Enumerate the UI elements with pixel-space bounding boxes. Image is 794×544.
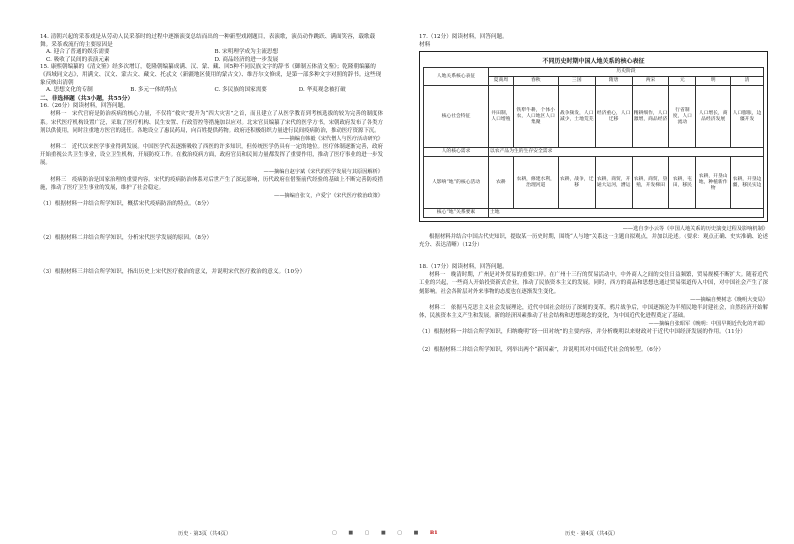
q18-material-2-source: ——摘编自张昭军《晚明：中国早期近代化的开端》: [648, 321, 768, 328]
q15-option-b: B. 多元一体的特点: [130, 87, 178, 94]
row-label: 人的核心需求: [424, 148, 489, 157]
q17-question: 根据材料并结合中国古代史知识，提取某一历史时期，围绕“人与地”关系这一主题自拟观点，并加以论述。（要求：观点正确、史实准确、论述充分、表达清晰）（12分）: [419, 234, 768, 249]
table-row: [424, 148, 764, 157]
q16-material-3: 材料三 疫病防治是国家治理的重要内容。宋代的疫病防治体系对后世产生了深远影响，历代政府在借鉴前代经验的基础上不断完善防疫措施，推动了医疗卫生事业的发展，维护了社会稳定。: [40, 176, 383, 191]
table-row: [424, 157, 764, 209]
table-cell: 行省制度，人口流动: [669, 86, 696, 148]
q14-option-a: A. 迎合了普通的娱乐需要: [46, 49, 110, 56]
q16-material-2: 材料二 近代以来医学事业得到发展。中国医学代表逐渐吸收了西医的许多知识，但传统医学仍具有一定的地位。医疗体制逐渐完善，政府开始重视公共卫生事业，设立卫生机构，开展防疫工作。在救治疫病方面，政府官员和民间力量都发挥了重要作用，推动了医疗事业的进一步发展。: [40, 143, 383, 167]
period-cell: 元: [669, 77, 696, 86]
q17-table-title: 不同历史时期中国人地关系的核心表征: [542, 58, 645, 66]
q15-option-a: A. 思想文化的专制: [46, 87, 93, 94]
q14-option-c: C. 吸收了民间的表演元素: [46, 56, 110, 63]
answer-space: [419, 336, 768, 346]
table-cell: 农耕，开垦边疆，移民实边: [731, 157, 764, 209]
section-heading: 二、非选择题（共3小题，共55分）: [40, 95, 134, 102]
table-row: [424, 209, 764, 218]
period-cell: 夏商周: [489, 77, 514, 86]
q15-options: [40, 87, 383, 95]
q17-table-source: ——选自李小云等《中国人地关系的历史演变过程及影响机制》: [622, 226, 768, 233]
period-cell: 三国: [558, 77, 595, 86]
q18-material-1-source: ——摘编自樊树志《晚明大变局》: [690, 296, 768, 303]
row-label: 人影响“地”的核心活动: [424, 157, 489, 209]
page-footer-left: 历史 · 第3页（共4页）: [178, 531, 232, 537]
row-label: 核心社会特征: [424, 86, 489, 148]
b1-mark: B1: [429, 530, 438, 536]
q14-stem: 14. 清朝兴起的采茶戏是从劳动人民采茶时的过程中逐渐演变总结而出的一种新型戏剧题目，表演歌，演员动作跳跃、满面笑容，载歌载舞。采茶戏流行的主要原因是: [40, 34, 376, 48]
marks-glyphs: ▢ ■ ▢ ■ ▢ ■: [332, 530, 424, 536]
q18-sub-2: （2）根据材料二并结合所学知识，列举出两个“新因素”，并说明其对中国近代社会的转型。（6分）: [419, 347, 664, 354]
q16-material-2-source: ——摘编自赵宇斌《宋代的医学发展与其原因解析》: [263, 168, 383, 175]
table-cell: 农耕，开垦山地，种植新作物: [696, 157, 731, 209]
period-cell: 隋唐: [595, 77, 632, 86]
q16-material-1: 材料一 宋代官府是防治疾病的核心力量，不仅将“救灾”提升为“四大灾害”之首，而且建立了从医学教育到考核选拔的较为完善的制度体系。宋代医疗机构设置广泛，采取了医疗机构、民生安置、行政管控等措施加以应对。北宋官员编纂了宋代的医学方书，宋朝政府发布了各类方剂以供使用，同时注重地方医官的选任。各地设立了惠民药局，向百姓提供药物。政府还积极组织力量进行民间疫病防治，推动医疗资源下沉。: [40, 111, 383, 134]
table-cell: 土地: [489, 209, 764, 218]
right-page: [397, 0, 794, 544]
q18-title: 18.（17分）阅读材料，回答问题。: [419, 263, 508, 270]
period-cell: 两宋: [632, 77, 669, 86]
table-cell: 铁犁牛耕，个体小农，人口地区人口集聚: [513, 86, 558, 148]
q14-option-d: D. 商品经济的进一步发展: [214, 56, 279, 63]
q17-title: 17.（12分）阅读材料，回答问题。: [419, 34, 508, 40]
q16-sub-2: （2）根据材料二并结合所学知识，分析宋代医学发展的原因。（8分）: [40, 234, 213, 241]
q16-material-3-source: ——摘编自张文，卢爱宁《宋代医疗救治政策》: [274, 192, 383, 199]
table-header-left: 人地关系核心表征: [424, 68, 489, 86]
table-cell: 农耕，商贸，开通大运河，漕运: [595, 157, 632, 209]
q17-label: 材料: [419, 41, 431, 48]
table-cell: 农耕，战争，迁移: [558, 157, 595, 209]
table-cell: 经济重心，人口迁移: [595, 86, 632, 148]
period-cell: 清: [731, 77, 764, 86]
table-cell: 农耕，商贸，垦殖，开发梯田: [632, 157, 669, 209]
table-cell: 以农产品为生的生存安全需求: [489, 148, 764, 157]
table-cell: 井田制，人口增殖: [489, 86, 514, 148]
q15-option-c: C. 多民族的国家需要: [214, 87, 267, 94]
table-cell: 农耕: [489, 157, 514, 209]
q18-material-2: 材料二 依据马克思主义社会发展理论，近代中国社会经历了深刻的变革。鸦片战争后，中国逐渐沦为半殖民地半封建社会，自然经济开始解体，民族资本主义产生和发展。新的经济因素推动了社会结构和思想观念的变化，为中国近代化进程奠定了基础。: [419, 304, 768, 319]
q18-sub-1: （1）根据材料一并结合所学知识，归纳晚明“经一田对统”的主要内容，并分析晚明以来财政对于近代中国经济发展的作用。（11分）: [419, 329, 746, 336]
answer-space: [419, 250, 768, 264]
table-cell: 精耕细作，人口激增，商品经济: [632, 86, 669, 148]
page-footer-right: 历史 · 第4页（共4页）: [565, 531, 619, 537]
period-cell: 春秋: [513, 77, 558, 86]
answer-space: [40, 208, 383, 234]
q15-stem: 15. 康熙朝编纂的《清文鉴》经多次增订，乾隆朝编纂成满、汉、蒙、藏、回5种不同民族文字的辞书《御制五体清文鉴》；乾隆朝编纂的《西域同文志》，用满文、汉文、蒙古文、藏文、托忒文（新疆地区使用的蒙古文）、维吾尔文修成，是第一部多种文字对照的辞书。这些现象反映出清朝: [40, 64, 382, 86]
row-label: 核心“地”关系要素: [424, 209, 489, 218]
table-cell: 人口膨胀，边疆开发: [731, 86, 764, 148]
q14-options: [40, 49, 383, 64]
q16-sub-3: （3）根据材料三并结合所学知识，指出历史上宋代医疗救治的意义，并说明宋代医疗救治的意义。（10分）: [40, 268, 306, 275]
period-cell: 明: [696, 77, 731, 86]
q16-sub-1: （1）根据材料一并结合所学知识，概括宋代疫病防治的特点。（8分）: [40, 200, 213, 207]
q16-title: 16.（26分）阅读材料，回答问题。: [40, 102, 129, 109]
table-cell: 农耕，屯田，移民: [669, 157, 696, 209]
q16-material-1-source: ——摘编自韩毅《宋代僧人与医疗活动研究》: [279, 135, 383, 142]
q14-option-b: B. 宋明理学成为主流思想: [214, 49, 279, 56]
q17-table-frame: [419, 51, 768, 222]
q18-material-1: 材料一 晚清时期，广州是对外贸易的重要口岸。在广州十三行的贸易活动中，中外商人之间的交往日益频繁，贸易规模不断扩大。随着近代工业的兴起，一些商人开始投资新式企业，推动了民族资本主义的发展。同时，西方的商品和思想也通过贸易渠道传入中国，对中国社会产生了深刻影响。社会各阶层对外来事物的态度也在逐渐发生变化。: [419, 272, 768, 295]
q15-option-d: D. 华夷观念被打破: [298, 87, 346, 94]
answer-space: [40, 242, 383, 268]
q17-table: [423, 67, 764, 218]
table-row: [424, 86, 764, 148]
table-cell: 人口增长，商品经济发展: [696, 86, 731, 148]
table-cell: 农耕，修建水利，治理河道: [513, 157, 558, 209]
table-cell: 战争频发，人口减少，土地荒芜: [558, 86, 595, 148]
table-header-period: 历史阶段: [489, 68, 764, 77]
